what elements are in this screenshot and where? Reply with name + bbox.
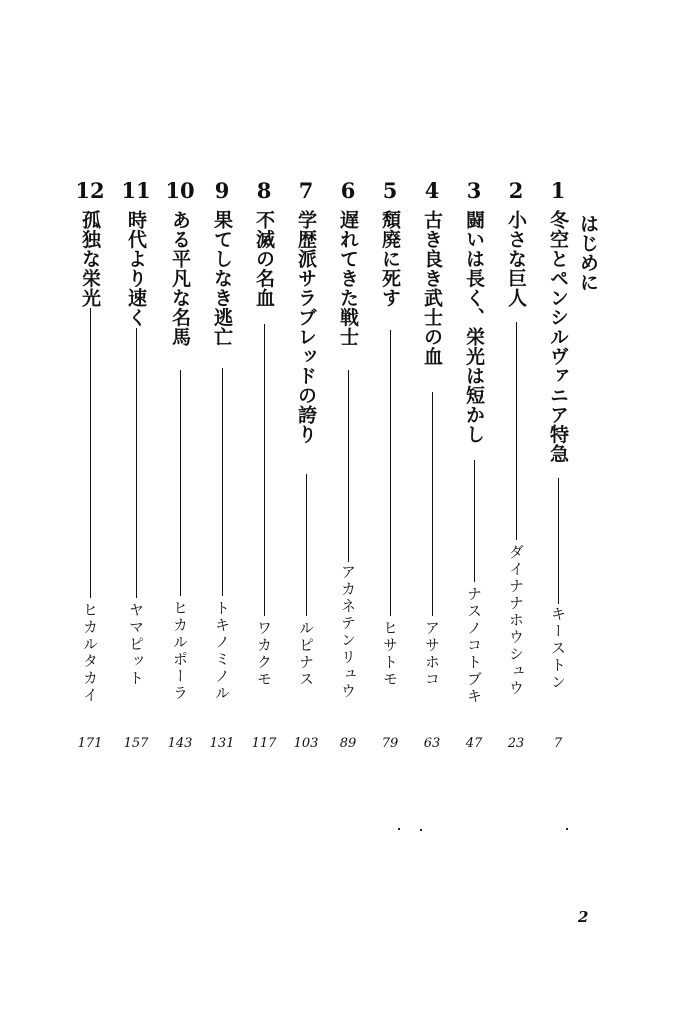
chapter-horse-name: ヤマピット [127, 602, 145, 687]
chapter-horse-name: ダイナナホウシュウ [507, 544, 525, 697]
chapter-page-number: 23 [507, 736, 525, 751]
scan-speck [420, 829, 422, 831]
chapter-title: ある平凡な名馬 [169, 210, 191, 347]
page-number: 2 [578, 908, 589, 926]
chapter-page-number: 143 [167, 736, 193, 751]
chapter-page-number: 47 [465, 736, 483, 751]
leader-line [264, 324, 265, 616]
intro-heading: はじめに [577, 214, 599, 292]
chapter-title: 時代より速く [125, 210, 147, 327]
chapter-horse-name: アカネテンリュウ [339, 564, 357, 700]
chapter-horse-name: トキノミノル [213, 600, 231, 702]
chapter-number: 2 [508, 178, 524, 203]
leader-line [306, 474, 307, 616]
chapter-title: 孤独な栄光 [79, 210, 101, 308]
chapter-horse-name: ルピナス [297, 620, 315, 688]
chapter-title: 頽廃に死す [379, 210, 401, 308]
chapter-horse-name: ヒサトモ [381, 620, 399, 688]
chapter-number: 3 [466, 178, 482, 203]
chapter-number: 5 [382, 178, 398, 203]
chapter-number: 11 [121, 178, 151, 203]
chapter-horse-name: キーストン [549, 606, 567, 691]
chapter-title: 果てしなき逃亡 [211, 210, 233, 347]
chapter-title: 冬空とペンシルヴァニア特急 [547, 210, 569, 464]
chapter-title: 学歴派サラブレッドの誇り [295, 210, 317, 444]
leader-line [136, 328, 137, 598]
chapter-number: 8 [256, 178, 272, 203]
chapter-title: 遅れてきた戦士 [337, 210, 359, 347]
chapter-page-number: 157 [123, 736, 149, 751]
chapter-horse-name: ワカクモ [255, 620, 273, 688]
chapter-page-number: 79 [381, 736, 399, 751]
chapter-title: 小さな巨人 [505, 210, 527, 308]
leader-line [222, 368, 223, 596]
chapter-horse-name: ナスノコトブキ [465, 586, 483, 705]
leader-line [516, 322, 517, 540]
scan-speck [398, 828, 400, 830]
chapter-horse-name: アサホコ [423, 620, 441, 688]
leader-line [348, 370, 349, 562]
chapter-number: 10 [165, 178, 195, 203]
chapter-page-number: 7 [553, 736, 563, 751]
leader-line [90, 308, 91, 598]
chapter-number: 6 [340, 178, 356, 203]
chapter-title: 不滅の名血 [253, 210, 275, 308]
chapter-number: 4 [424, 178, 440, 203]
chapter-number: 12 [75, 178, 105, 203]
chapter-title: 古き良き武士の血 [421, 210, 443, 366]
chapter-page-number: 171 [77, 736, 103, 751]
chapter-page-number: 63 [423, 736, 441, 751]
chapter-number: 7 [298, 178, 314, 203]
chapter-number: 9 [214, 178, 230, 203]
leader-line [558, 478, 559, 604]
chapter-page-number: 89 [339, 736, 357, 751]
chapter-page-number: 131 [209, 736, 235, 751]
chapter-title: 闘いは長く、栄光は短かし [463, 210, 485, 444]
scan-speck [566, 828, 568, 830]
leader-line [180, 370, 181, 596]
chapter-page-number: 117 [251, 736, 277, 751]
chapter-horse-name: ヒカルポーラ [171, 600, 189, 702]
chapter-horse-name: ヒカルタカイ [81, 602, 99, 704]
chapter-page-number: 103 [293, 736, 319, 751]
leader-line [474, 460, 475, 582]
leader-line [390, 330, 391, 616]
leader-line [432, 392, 433, 616]
chapter-number: 1 [550, 178, 566, 203]
